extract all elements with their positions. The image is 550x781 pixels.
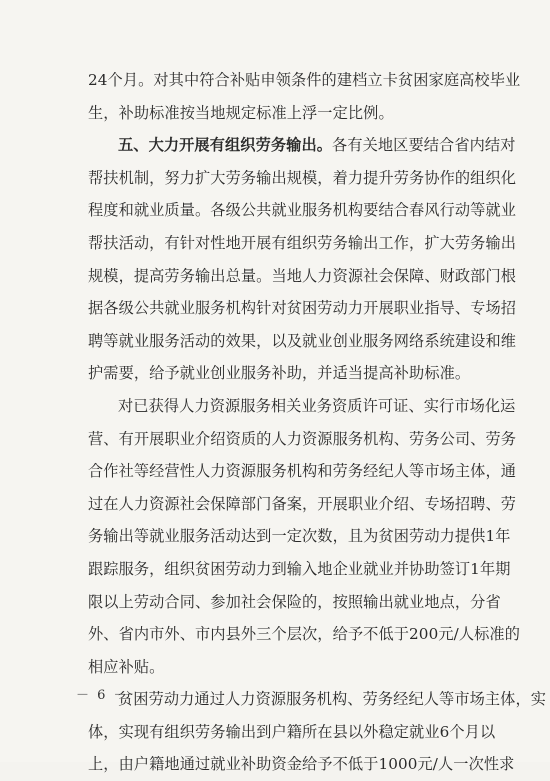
text-line: 24个月。对其中符合补贴申领条件的建档立卡贫困家庭高校毕业 — [88, 71, 521, 89]
paragraph-first-line: 贫困劳动力通过人力资源服务机构、劳务经纪人等市场主体，实 — [118, 690, 547, 709]
text-line: 跟踪服务，组织贫困劳动力到输入地企业就业并协助签订1年期 — [88, 559, 511, 578]
text-line: 合作社等经营性人力资源服务机构和劳务经纪人等市场主体，通 — [88, 462, 517, 481]
paragraph-first-line: 对已获得人力资源服务相关业务资质许可证、实行市场化运 — [118, 396, 516, 415]
text-line: 程度和就业质量。各级公共就业服务机构要结合春风行动等就业 — [88, 201, 517, 220]
text-line: 务输出等就业服务活动达到一定次数，且为贫困劳动力提供1年 — [88, 527, 511, 546]
text-line: 相应补贴。 — [88, 657, 165, 676]
text-line: 外、省内市外、市内县外三个层次，给予不低于200元/人标准的 — [88, 625, 520, 644]
text-line: 据各级公共就业服务机构针对贫困劳动力开展职业指导、专场招 — [88, 299, 517, 318]
document-body — [88, 64, 547, 781]
text-line: 体，实现有组织劳务输出到户籍所在县以外稳定就业6个月以 — [88, 722, 496, 741]
section-heading-line — [88, 129, 516, 162]
text-line: 帮扶机制，努力扩大劳务输出规模，着力提升劳务协作的组织化 — [88, 168, 517, 187]
section-heading-continuation: 各有关地区要结合省内结对 — [332, 136, 516, 155]
text-line: 限以上劳动合同、参加社会保险的，按照输出就业地点，分省 — [88, 592, 501, 611]
text-line: 规模，提高劳务输出总量。当地人力资源社会保障、财政部门根 — [88, 266, 517, 285]
page-number: － 6 － — [76, 688, 129, 703]
text-line: 聘等就业服务活动的效果，以及就业创业服务网络系统建设和维 — [88, 331, 517, 350]
text-line: 生，补助标准按当地规定标准上浮一定比例。 — [88, 103, 394, 122]
text-line: 营、有开展职业介绍资质的人力资源服务机构、劳务公司、劳务 — [88, 429, 517, 448]
section-heading: 五、大力开展有组织劳务输出。 — [118, 136, 333, 155]
text-line: 过在人力资源社会保障部门备案，开展职业介绍、专场招聘、劳 — [88, 494, 517, 513]
text-line: 护需要，给予就业创业服务补助，并适当提高补助标准。 — [88, 364, 471, 383]
text-line: 帮扶活动，有针对性地开展有组织劳务输出工作，扩大劳务输出 — [88, 233, 517, 252]
text-line: 上，由户籍地通过就业补助资金给予不低于1000元/人一次性求 — [88, 755, 515, 774]
